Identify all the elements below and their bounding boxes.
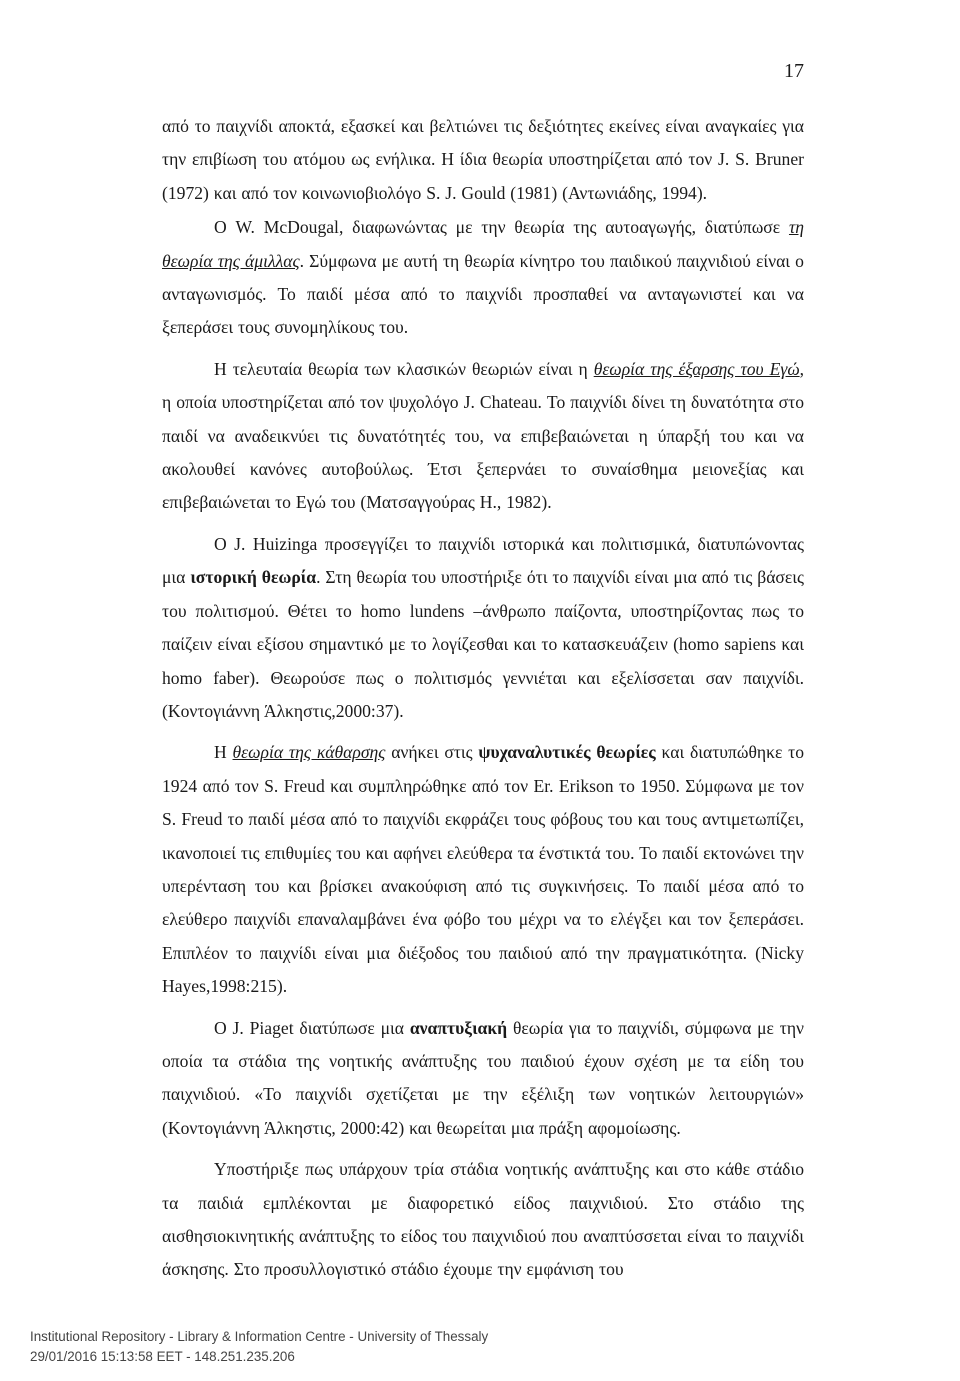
paragraph-1 — [162, 110, 804, 210]
paragraph-5 — [162, 736, 804, 1003]
footer-timestamp-line: 29/01/2016 15:13:58 EET - 148.251.235.206 — [30, 1349, 295, 1364]
document-body — [162, 110, 804, 1288]
paragraph-3-text-b: , η οποία υποστηρίζεται από τον ψυχολόγο J. Chateau. Το παιχνίδι δίνει τη δυνατότητα στο παιδί να αναδεικνύει τις δυνατότητές του, να επιβεβαιώνεται η ύπαρξή του και να ακολουθεί κανόνες αυτοβούλως. Έτσι ξεπερνάει το συναίσθημα μειονεξίας και επιβεβαιώνεται το Εγώ του (Ματσαγγούρας Η., 1982). — [162, 358, 805, 513]
term-psychoanalytic-theories: ψυχαναλυτικές θεωρίες — [478, 742, 656, 763]
paragraph-4-text-a: Ο J. Huizinga προσεγγίζει το παιχνίδι ιστορικά και πολιτισμικά, διατυπώνοντας μια — [162, 533, 804, 588]
paragraph-4-text-b: . Στη θεωρία του υποστήριξε ότι το παιχνίδι είναι μια από τις βάσεις του πολιτισμού. Θέτει το homo lundens –άνθρωπο παίζοντα, υποστηρίζοντας πως το παίζειν είναι εξίσου σημαντικό με το λογίζεσθαι και το κατασκευάζειν (homo sapiens και homo faber). Θεωρούσε πως ο πολιτισμός γεννιέται και εξελίσσεται σαν παιχνίδι. (Κοντογιάννη Άλκηστις,2000:37). — [162, 567, 804, 721]
term-assimilation-act: πράξη αφομοίωσης — [539, 1117, 677, 1138]
paragraph-6 — [162, 1012, 804, 1146]
term-ego-theory: θεωρία της έξαρσης του Εγώ — [593, 358, 800, 379]
paragraph-1-text: από το παιχνίδι αποκτά, εξασκεί και βελτιώνει τις δεξιότητες εκείνες είναι αναγκαίες για την επιβίωση του ατόμου ως ενήλικα. Η ίδια θεωρία υποστηρίζεται από τον J. S. Bruner (1972) και από τον κοινωνιοβιολόγο S. J. Gould (1981) (Αντωνιάδης, 1994). — [162, 116, 804, 203]
paragraph-2 — [162, 211, 804, 345]
paragraph-7-text: Υποστήριξε πως υπάρχουν τρία στάδια νοητικής ανάπτυξης και στο κάθε στάδιο τα παιδιά εμπλέκονται με διαφορετικό είδος παιχνιδιού. Στο στάδιο της αισθησιοκινητικής ανάπτυξης το είδος του παιχνιδιού που αναπτύσσεται είναι το παιχνίδι άσκησης. Στο προσυλλογιστικό στάδιο έχουμε την εμφάνιση του — [162, 1159, 804, 1280]
paragraph-6-text-c: . — [676, 1117, 681, 1138]
term-historical-theory: ιστορική θεωρία — [190, 567, 317, 588]
paragraph-7 — [162, 1153, 804, 1287]
paragraph-2-text-a: Ο W. McDougal, διαφωνώντας με την θεωρία της αυτοαγωγής, διατύπωσε — [214, 217, 789, 238]
page-number: 17 — [784, 60, 804, 82]
repository-footer — [30, 1327, 488, 1367]
paragraph-5-text-b: ανήκει στις — [385, 742, 479, 763]
paragraph-5-text-a: Η — [214, 742, 233, 763]
paragraph-3-text-a: Η τελευταία θεωρία των κλασικών θεωριών είναι η — [214, 358, 594, 379]
term-catharsis-theory: θεωρία της κάθαρσης — [232, 742, 386, 763]
term-rivalry-theory: τη θεωρία της άμιλλας — [162, 217, 804, 271]
paragraph-6-text-a: Ο J. Piaget διατύπωσε μια — [214, 1017, 410, 1038]
paragraph-3 — [162, 353, 804, 520]
paragraph-6-text-b: θεωρία για το παιχνίδι, σύμφωνα με την οποία τα στάδια της νοητικής ανάπτυξης του παιδιού έχουν σχέση με τα είδη του παιχνιδιού. «Το παιχνίδι σχετίζεται με την εξέλιξη των νοητικών λειτουργιών» (Κοντογιάννη Άλκηστις, 2000:42) και θεωρείται μια — [162, 1017, 804, 1138]
term-developmental: αναπτυξιακή — [409, 1017, 508, 1038]
paragraph-4 — [162, 528, 804, 728]
footer-repository-line: Institutional Repository - Library & Information Centre - University of Thessaly — [30, 1329, 489, 1344]
paragraph-2-text-b: . Σύμφωνα με αυτή τη θεωρία κίνητρο του παιδικού παιχνιδιού είναι ο ανταγωνισμός. Το παιδί μέσα από το παιχνίδι προσπαθεί να ανταγωνιστεί και να ξεπεράσει τους συνομηλίκους του. — [162, 250, 804, 338]
paragraph-5-text-c: και διατυπώθηκε το 1924 από τον S. Freud και συμπληρώθηκε από τον Er. Erikson το 1950. Σύμφωνα με τον S. Freud το παιδί μέσα από το παιχνίδι εκφράζει τους φόβους του και τους αντιμετωπίζει, ικανοποιεί τις επιθυμίες του και αφήνει ελεύθερα τα ένστικτά του. Το παιδί εκτονώνει την υπερένταση του και βρίσκει ανακούφιση από τις συγκινήσεις. Το παιδί μέσα από το ελεύθερο παιχνίδι επαναλαμβάνει ένα φόβο του μέχρι να το ελέγξει και τον ξεπεράσει. Επιπλέον το παιχνίδι είναι μια διέξοδος του παιδιού από την πραγματικότητα. (Nicky Hayes,1998:215). — [162, 742, 805, 997]
